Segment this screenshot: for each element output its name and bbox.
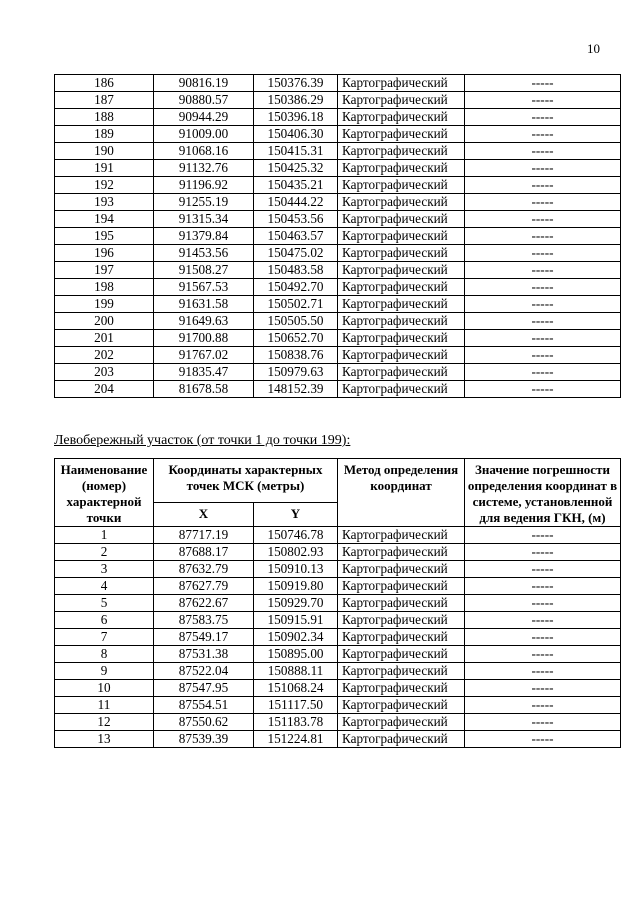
method-cell: Картографический [338,612,465,629]
method-cell: Картографический [338,381,465,398]
point-number-cell: 7 [55,629,154,646]
x-coordinate-cell: 91700.88 [154,330,254,347]
y-coordinate-cell: 150396.18 [254,109,338,126]
method-cell: Картографический [338,92,465,109]
y-coordinate-cell: 150746.78 [254,527,338,544]
method-cell: Картографический [338,714,465,731]
table-row [55,177,621,194]
method-cell: Картографический [338,629,465,646]
error-cell: ----- [465,245,621,262]
error-cell: ----- [465,612,621,629]
method-cell: Картографический [338,75,465,92]
point-number-cell: 13 [55,731,154,748]
x-coordinate-cell: 90944.29 [154,109,254,126]
y-coordinate-cell: 150505.50 [254,313,338,330]
header-x: X [154,502,254,526]
point-number-cell: 195 [55,228,154,245]
method-cell: Картографический [338,697,465,714]
error-cell: ----- [465,680,621,697]
point-number-cell: 199 [55,296,154,313]
error-cell: ----- [465,92,621,109]
table-row [55,194,621,211]
table-row [55,697,621,714]
y-coordinate-cell: 150435.21 [254,177,338,194]
method-cell: Картографический [338,160,465,177]
error-cell: ----- [465,697,621,714]
table-row [55,544,621,561]
method-cell: Картографический [338,245,465,262]
method-cell: Картографический [338,126,465,143]
table-row [55,527,621,544]
method-cell: Картографический [338,680,465,697]
error-cell: ----- [465,381,621,398]
y-coordinate-cell: 150444.22 [254,194,338,211]
table-row [55,92,621,109]
y-coordinate-cell: 151183.78 [254,714,338,731]
error-cell: ----- [465,211,621,228]
error-cell: ----- [465,75,621,92]
method-cell: Картографический [338,731,465,748]
table-row [55,561,621,578]
method-cell: Картографический [338,347,465,364]
x-coordinate-cell: 91068.16 [154,143,254,160]
header-y: Y [254,502,338,526]
point-number-cell: 194 [55,211,154,228]
point-number-cell: 5 [55,595,154,612]
error-cell: ----- [465,595,621,612]
error-cell: ----- [465,194,621,211]
y-coordinate-cell: 150979.63 [254,364,338,381]
point-number-cell: 191 [55,160,154,177]
table-row [55,262,621,279]
point-number-cell: 1 [55,527,154,544]
y-coordinate-cell: 150502.71 [254,296,338,313]
point-number-cell: 2 [55,544,154,561]
table-row [55,211,621,228]
method-cell: Картографический [338,561,465,578]
x-coordinate-cell: 91631.58 [154,296,254,313]
point-number-cell: 193 [55,194,154,211]
table-row [55,75,621,92]
x-coordinate-cell: 91453.56 [154,245,254,262]
x-coordinate-cell: 87632.79 [154,561,254,578]
coordinates-table-body [55,75,621,398]
table-row [55,109,621,126]
table-row [55,364,621,381]
left-bank-table-body [55,527,621,748]
point-number-cell: 202 [55,347,154,364]
x-coordinate-cell: 81678.58 [154,381,254,398]
x-coordinate-cell: 91255.19 [154,194,254,211]
y-coordinate-cell: 150652.70 [254,330,338,347]
point-number-cell: 12 [55,714,154,731]
x-coordinate-cell: 87522.04 [154,663,254,680]
x-coordinate-cell: 90816.19 [154,75,254,92]
error-cell: ----- [465,731,621,748]
x-coordinate-cell: 87717.19 [154,527,254,544]
error-cell: ----- [465,279,621,296]
y-coordinate-cell: 150888.11 [254,663,338,680]
error-cell: ----- [465,228,621,245]
table-row [55,296,621,313]
y-coordinate-cell: 150453.56 [254,211,338,228]
table-row [55,160,621,177]
table-row [55,279,621,296]
table-row [55,381,621,398]
y-coordinate-cell: 150895.00 [254,646,338,663]
point-number-cell: 196 [55,245,154,262]
method-cell: Картографический [338,595,465,612]
error-cell: ----- [465,313,621,330]
y-coordinate-cell: 150919.80 [254,578,338,595]
x-coordinate-cell: 91132.76 [154,160,254,177]
x-coordinate-cell: 91567.53 [154,279,254,296]
method-cell: Картографический [338,194,465,211]
header-error: Значение погрешности определения координат в системе, установленной для ведения ГКН, (м) [465,459,621,527]
x-coordinate-cell: 87554.51 [154,697,254,714]
x-coordinate-cell: 87531.38 [154,646,254,663]
x-coordinate-cell: 87627.79 [154,578,254,595]
method-cell: Картографический [338,109,465,126]
point-number-cell: 198 [55,279,154,296]
y-coordinate-cell: 150376.39 [254,75,338,92]
method-cell: Картографический [338,646,465,663]
error-cell: ----- [465,629,621,646]
table-row [55,714,621,731]
method-cell: Картографический [338,228,465,245]
table-row [55,731,621,748]
y-coordinate-cell: 150910.13 [254,561,338,578]
y-coordinate-cell: 150415.31 [254,143,338,160]
point-number-cell: 6 [55,612,154,629]
left-bank-coordinates-table [54,458,621,748]
method-cell: Картографический [338,527,465,544]
x-coordinate-cell: 87622.67 [154,595,254,612]
error-cell: ----- [465,714,621,731]
section-caption: Левобережный участок (от точки 1 до точки 199): [54,433,351,448]
method-cell: Картографический [338,330,465,347]
method-cell: Картографический [338,211,465,228]
point-number-cell: 203 [55,364,154,381]
point-number-cell: 190 [55,143,154,160]
error-cell: ----- [465,177,621,194]
table-row [55,612,621,629]
method-cell: Картографический [338,364,465,381]
table-row [55,126,621,143]
table-row [55,663,621,680]
error-cell: ----- [465,160,621,177]
y-coordinate-cell: 150475.02 [254,245,338,262]
y-coordinate-cell: 150406.30 [254,126,338,143]
table-header [55,459,621,527]
x-coordinate-cell: 90880.57 [154,92,254,109]
y-coordinate-cell: 150483.58 [254,262,338,279]
y-coordinate-cell: 151117.50 [254,697,338,714]
page-number: 10 [587,41,600,56]
error-cell: ----- [465,527,621,544]
error-cell: ----- [465,364,621,381]
point-number-cell: 11 [55,697,154,714]
y-coordinate-cell: 150902.34 [254,629,338,646]
x-coordinate-cell: 87539.39 [154,731,254,748]
method-cell: Картографический [338,177,465,194]
error-cell: ----- [465,578,621,595]
point-number-cell: 3 [55,561,154,578]
y-coordinate-cell: 150838.76 [254,347,338,364]
x-coordinate-cell: 87583.75 [154,612,254,629]
point-number-cell: 204 [55,381,154,398]
x-coordinate-cell: 87549.17 [154,629,254,646]
table-row [55,313,621,330]
point-number-cell: 200 [55,313,154,330]
table-row [55,629,621,646]
method-cell: Картографический [338,663,465,680]
x-coordinate-cell: 91009.00 [154,126,254,143]
x-coordinate-cell: 91835.47 [154,364,254,381]
error-cell: ----- [465,262,621,279]
method-cell: Картографический [338,262,465,279]
error-cell: ----- [465,347,621,364]
point-number-cell: 188 [55,109,154,126]
method-cell: Картографический [338,143,465,160]
y-coordinate-cell: 150425.32 [254,160,338,177]
table-row [55,347,621,364]
error-cell: ----- [465,663,621,680]
y-coordinate-cell: 150386.29 [254,92,338,109]
y-coordinate-cell: 148152.39 [254,381,338,398]
table-row [55,646,621,663]
x-coordinate-cell: 91649.63 [154,313,254,330]
point-number-cell: 4 [55,578,154,595]
error-cell: ----- [465,126,621,143]
error-cell: ----- [465,561,621,578]
header-method: Метод определения координат [338,459,465,527]
table-row [55,143,621,160]
x-coordinate-cell: 91379.84 [154,228,254,245]
error-cell: ----- [465,646,621,663]
x-coordinate-cell: 91315.34 [154,211,254,228]
x-coordinate-cell: 87547.95 [154,680,254,697]
y-coordinate-cell: 150463.57 [254,228,338,245]
point-number-cell: 10 [55,680,154,697]
x-coordinate-cell: 87550.62 [154,714,254,731]
table-row [55,595,621,612]
point-number-cell: 8 [55,646,154,663]
header-point-name: Наименование (номер) характерной точки [55,459,154,527]
y-coordinate-cell: 150915.91 [254,612,338,629]
method-cell: Картографический [338,279,465,296]
x-coordinate-cell: 91508.27 [154,262,254,279]
point-number-cell: 189 [55,126,154,143]
table-row [55,578,621,595]
x-coordinate-cell: 91767.02 [154,347,254,364]
error-cell: ----- [465,330,621,347]
method-cell: Картографический [338,578,465,595]
y-coordinate-cell: 151224.81 [254,731,338,748]
method-cell: Картографический [338,313,465,330]
table-row [55,680,621,697]
y-coordinate-cell: 150802.93 [254,544,338,561]
error-cell: ----- [465,143,621,160]
error-cell: ----- [465,544,621,561]
error-cell: ----- [465,296,621,313]
y-coordinate-cell: 150929.70 [254,595,338,612]
point-number-cell: 186 [55,75,154,92]
x-coordinate-cell: 87688.17 [154,544,254,561]
method-cell: Картографический [338,544,465,561]
method-cell: Картографический [338,296,465,313]
error-cell: ----- [465,109,621,126]
point-number-cell: 201 [55,330,154,347]
point-number-cell: 9 [55,663,154,680]
y-coordinate-cell: 151068.24 [254,680,338,697]
point-number-cell: 192 [55,177,154,194]
table-row [55,245,621,262]
table-row [55,330,621,347]
header-coordinates: Координаты характерных точек МСК (метры) [154,459,338,503]
y-coordinate-cell: 150492.70 [254,279,338,296]
table-row [55,228,621,245]
coordinates-table-continued [54,74,621,398]
x-coordinate-cell: 91196.92 [154,177,254,194]
point-number-cell: 187 [55,92,154,109]
point-number-cell: 197 [55,262,154,279]
